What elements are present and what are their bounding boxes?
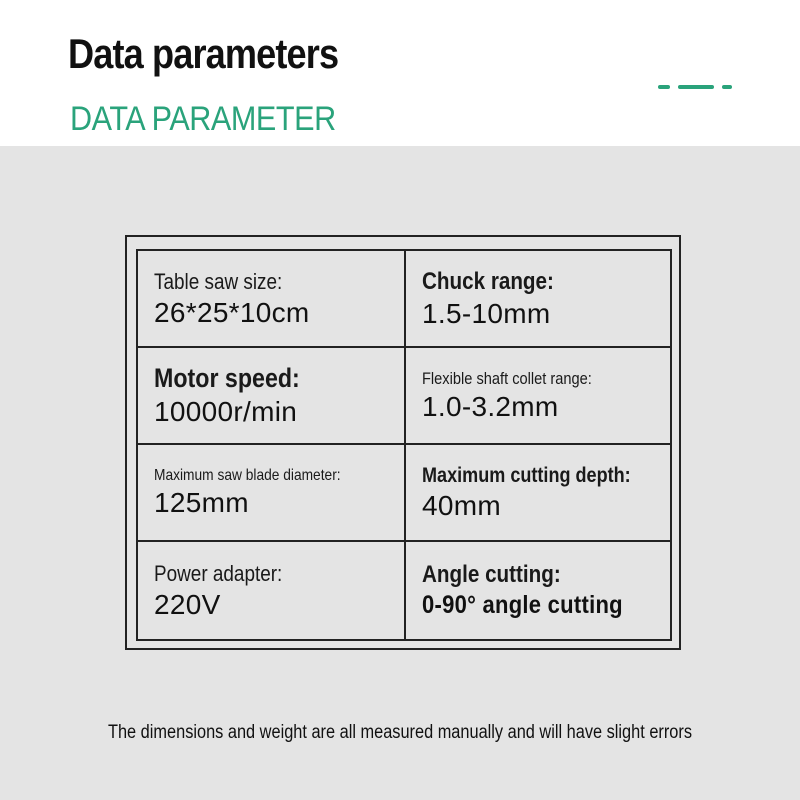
page-title: Data parameters <box>68 30 339 77</box>
spec-label: Chuck range: <box>422 267 554 295</box>
spec-cell-chuck-range <box>406 251 672 348</box>
decor-dash <box>722 85 732 89</box>
spec-label: Maximum saw blade diameter: <box>154 466 341 484</box>
spec-cell-max-saw-blade-diameter <box>138 445 406 542</box>
spec-value: 26*25*10cm <box>154 296 310 328</box>
spec-value: 220V <box>154 588 221 620</box>
spec-cell-table-saw-size <box>138 251 406 348</box>
spec-value: 1.0-3.2mm <box>422 390 559 422</box>
spec-label: Maximum cutting depth: <box>422 463 631 487</box>
spec-value: 0-90° angle cutting <box>422 591 623 619</box>
spec-value: 40mm <box>422 489 501 521</box>
spec-label: Motor speed: <box>154 363 300 393</box>
spec-value: 1.5-10mm <box>422 297 551 329</box>
spec-value: 125mm <box>154 486 249 518</box>
spec-cell-motor-speed <box>138 348 406 445</box>
spec-label: Table saw size: <box>154 268 283 294</box>
page-subtitle: DATA PARAMETER <box>70 100 336 138</box>
decor-dash <box>678 85 714 89</box>
spec-cell-angle-cutting <box>406 542 672 639</box>
header <box>0 0 800 146</box>
spec-cell-max-cutting-depth <box>406 445 672 542</box>
spec-label: Power adapter: <box>154 560 283 586</box>
spec-table <box>136 249 672 641</box>
spec-label: Flexible shaft collet range: <box>422 368 592 388</box>
footer-note: The dimensions and weight are all measured manually and will have slight errors <box>107 722 692 743</box>
decor-dash <box>658 85 670 89</box>
spec-cell-power-adapter <box>138 542 406 639</box>
spec-value: 10000r/min <box>154 396 298 427</box>
spec-cell-flexible-shaft-collet-range <box>406 348 672 445</box>
spec-label: Angle cutting: <box>422 561 561 588</box>
